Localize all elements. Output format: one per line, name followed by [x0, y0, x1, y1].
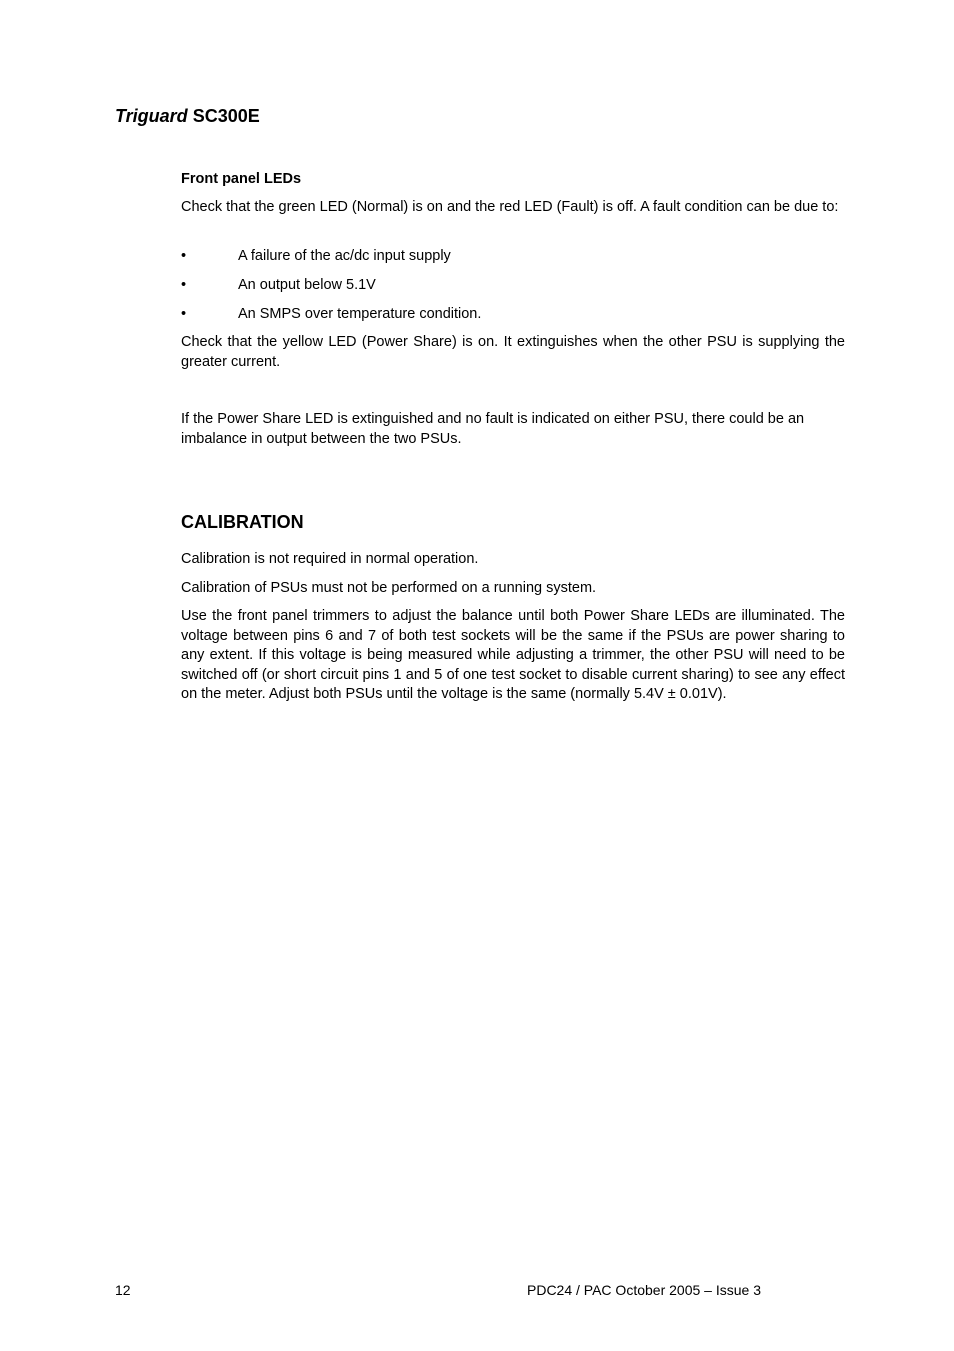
page-number: 12: [115, 1282, 131, 1298]
header-product-model: SC300E: [192, 106, 260, 126]
section-heading-front-panel-leds: Front panel LEDs: [181, 171, 302, 187]
bullet-item-2: An output below 5.1V: [238, 277, 376, 293]
bullet-marker: •: [181, 248, 187, 264]
footer-doc-info: PDC24 / PAC October 2005 – Issue 3: [527, 1282, 761, 1298]
bullet-item-1: A failure of the ac/dc input supply: [238, 248, 451, 264]
running-header: [115, 106, 260, 127]
imbalance-paragraph: If the Power Share LED is extinguished and no fault is indicated on either PSU, there could be an imbalance in output between the two PSUs.: [181, 411, 805, 447]
section-heading-calibration: CALIBRATION: [181, 512, 304, 532]
calibration-paragraph-2: Calibration of PSUs must not be performed on a running system.: [181, 580, 597, 596]
front-panel-intro: Check that the green LED (Normal) is on and the red LED (Fault) is off. A fault condition can be due to:: [181, 199, 839, 215]
calibration-paragraph-3: Use the front panel trimmers to adjust the balance until both Power Share LEDs are illuminated. The voltage between pins 6 and 7 of both test sockets will be the same if the PSUs are power sharing to any extent. If this voltage is being measured while adjusting a trimmer, the other PSU will need to be switched off (or short circuit pins 1 and 5 of one test socket to disable current sharing) to see any effect on the meter. Adjust both PSUs until the voltage is the same (normally 5.4V ± 0.01V).: [181, 608, 845, 702]
calibration-paragraph-1: Calibration is not required in normal operation.: [181, 551, 479, 567]
header-product-name: Triguard: [115, 106, 188, 126]
bullet-marker: •: [181, 277, 187, 293]
power-share-paragraph: Check that the yellow LED (Power Share) is on. It extinguishes when the other PSU is supplying the greater current.: [181, 334, 845, 370]
bullet-marker: •: [181, 306, 187, 322]
bullet-item-3: An SMPS over temperature condition.: [238, 306, 482, 322]
